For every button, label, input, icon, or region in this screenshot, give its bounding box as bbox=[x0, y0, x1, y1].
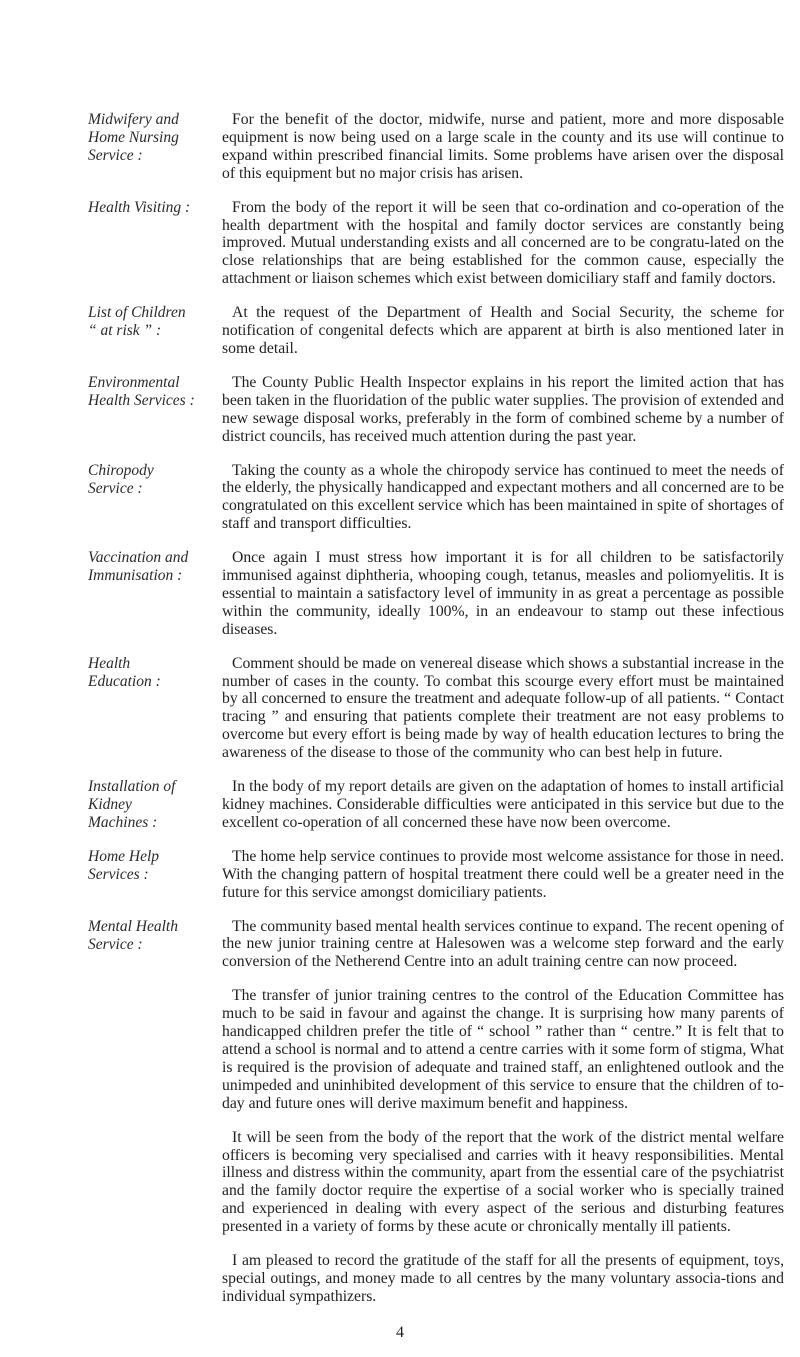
side-heading bbox=[88, 374, 220, 410]
heading-line: Health bbox=[88, 654, 131, 672]
heading-line: Environmental bbox=[88, 373, 180, 391]
heading-line: Service : bbox=[88, 935, 143, 953]
heading-line: Home Nursing bbox=[88, 129, 179, 146]
heading-line: Service : bbox=[88, 147, 143, 164]
paragraph: From the body of the report it will be seen that co-ordination and co-operation of the health department with the hospital and family doctor services are constantly being improved. Mutual understanding exists and all concerned are to be congratu-lated on the close relationships that are being established for the common cause, especially the attachment or liaison schemes which exist between domiciliary staff and family doctors. bbox=[222, 198, 784, 288]
heading-line: Health Services : bbox=[88, 391, 195, 409]
heading-line: Machines : bbox=[88, 814, 158, 832]
paragraph: It will be seen from the body of the report that the work of the district mental welfare officers is becoming very specialised and carries with it heavy responsibilities. Mental illness and distress within the community, apart from the essential care of the psychiatrist and the family doctor require the expertise of a social worker who is specially trained and experienced in dealing with every aspect of the serious and disturbing features presented in a variety of forms by these acute or chronically mentally ill patients. bbox=[222, 1128, 784, 1236]
heading-line: Midwifery and bbox=[88, 111, 179, 128]
heading-line: Vaccination and bbox=[88, 549, 189, 567]
side-heading bbox=[88, 111, 220, 165]
heading-line: Education : bbox=[88, 672, 161, 690]
side-heading bbox=[88, 304, 220, 340]
side-heading bbox=[88, 199, 220, 217]
paragraph: The home help service continues to provide most welcome assistance for those in need. With the changing pattern of hospital treatment there could well be a greater need in the future for this service amongst domiciliary patients. bbox=[222, 847, 784, 901]
side-heading bbox=[88, 848, 220, 884]
paragraph: The County Public Health Inspector explains in his report the limited action that has been taken in the fluoridation of the public water supplies. The provision of extended and new sewage disposal works, preferably in the form of combined scheme by a number of district councils, has received much attention during the past year. bbox=[222, 373, 784, 445]
heading-line: Immunisation : bbox=[88, 567, 183, 585]
heading-line: Health Visiting : bbox=[88, 198, 191, 216]
paragraph: Taking the county as a whole the chiropody service has continued to meet the needs of the elderly, the physically handicapped and expectant mothers and all concerned are to be congratulated on this excellent service which has been maintained in spite of shortages of staff and transport difficulties. bbox=[222, 461, 784, 533]
paragraph: For the benefit of the doctor, midwife, nurse and patient, more and more disposable equipment is now being used on a large scale in the county and its use will continue to expand within prescribed financial limits. Some problems have arisen over the disposal of this equipment but no major crisis has arisen. bbox=[222, 111, 784, 182]
heading-line: Mental Health bbox=[88, 917, 178, 935]
heading-line: Kidney bbox=[88, 796, 132, 814]
heading-line: “ at risk ” : bbox=[88, 322, 162, 340]
paragraph: In the body of my report details are given on the adaptation of homes to install artificial kidney machines. Considerable difficulties were anticipated in this service but due to the excellent co-operation of all concerned these have now been overcome. bbox=[222, 778, 784, 831]
paragraph: I am pleased to record the gratitude of the staff for all the presents of equipment, toys, special outings, and money made to all centres by the many voluntary associa-tions and individual sympathizers. bbox=[222, 1252, 784, 1305]
heading-line: List of Children bbox=[88, 304, 186, 322]
paragraph: Comment should be made on venereal disease which shows a substantial increase in the number of cases in the county. To combat this scourge every effort must be maintained by all concerned to ensure the treatment and adequate follow-up of all patients. “ Contact tracing ” and ensuring that patients complete their treatment are not easy problems to overcome but every effort is being made by way of health education lectures to bring the awareness of the disease to those of the community who can best help in future. bbox=[222, 654, 784, 762]
paragraph: The community based mental health services continue to expand. The recent opening of the new junior training centre at Halesowen was a welcome step forward and the early conversion of the Netherend Centre into an adult training centre can now proceed. bbox=[222, 917, 784, 971]
side-heading bbox=[88, 655, 220, 691]
side-heading bbox=[88, 549, 220, 585]
side-heading bbox=[88, 918, 220, 954]
side-heading bbox=[88, 462, 220, 498]
heading-line: Chiropody bbox=[88, 461, 154, 479]
heading-line: Service : bbox=[88, 479, 143, 497]
heading-line: Services : bbox=[88, 865, 149, 883]
paragraph: The transfer of junior training centres to the control of the Education Committee has much to be said in favour and against the change. It is surprising how many parents of handicapped children prefer the title of “ school ” rather than “ centre.” It is felt that to attend a school is normal and to attend a centre carries with it some form of stigma, What is required is the provision of adequate and trained staff, an enlightened outlook and the unimpeded and uninhibited development of this service to ensure that the children of to-day and future ones will derive maximum benefit and happiness. bbox=[222, 987, 784, 1112]
page-number: 4 bbox=[396, 1323, 404, 1341]
heading-line: Home Help bbox=[88, 847, 160, 865]
side-heading bbox=[88, 778, 220, 832]
paragraph: At the request of the Department of Health and Social Security, the scheme for notification of congenital defects which are apparent at birth is also mentioned later in some detail. bbox=[222, 304, 784, 357]
heading-line: Installation of bbox=[88, 778, 176, 796]
paragraph: Once again I must stress how important it is for all children to be satisfactorily immunised against diphtheria, whooping cough, tetanus, measles and poliomyelitis. It is essential to maintain a satisfactory level of immunity in as great a percentage as possible within the community, ideally 100%, in an endeavour to stamp out these infectious diseases. bbox=[222, 549, 784, 638]
